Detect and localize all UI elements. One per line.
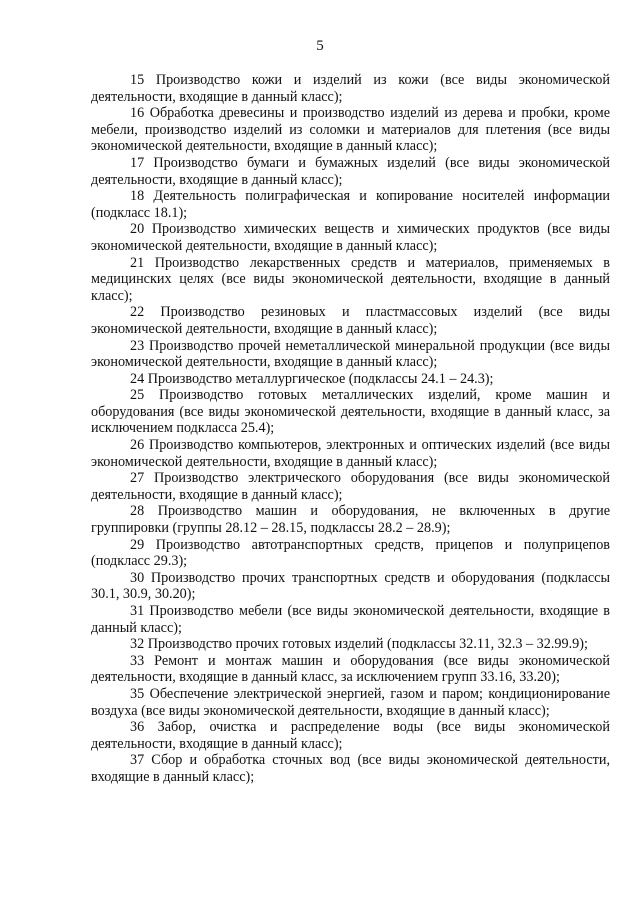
paragraph-okved-36: 36 Забор, очистка и распределение воды (все виды экономической деятельности, входящие в данный класс); [91,719,610,752]
paragraph-okved-28: 28 Производство машин и оборудования, не включенных в другие группировки (группы 28.12 – 28.15, подклассы 28.2 – 28.9); [91,503,610,537]
paragraph-okved-23: 23 Производство прочей неметаллической минеральной продукции (все виды экономической деятельности, входящие в данный класс); [91,337,610,371]
paragraph-okved-27: 27 Производство электрического оборудования (все виды экономической деятельности, входящие в данный класс); [91,470,610,503]
paragraph-okved-22: 22 Производство резиновых и пластмассовых изделий (все виды экономической деятельности, входящие в данный класс); [91,304,610,337]
paragraph-okved-35: 35 Обеспечение электрической энергией, газом и паром; кондиционирование воздуха (все виды экономической деятельности, входящие в данный класс); [91,685,610,719]
paragraph-okved-18: 18 Деятельность полиграфическая и копирование носителей информации (подкласс 18.1); [91,188,610,221]
paragraph-okved-20: 20 Производство химических веществ и химических продуктов (все виды экономической деятельности, входящие в данный класс); [91,221,610,254]
paragraph-okved-25: 25 Производство готовых металлических изделий, кроме машин и оборудования (все виды экономической деятельности, входящие в данный класс, за исключением подкласса 25.4); [91,387,610,437]
paragraph-okved-26: 26 Производство компьютеров, электронных и оптических изделий (все виды экономической деятельности, входящие в данный класс); [91,437,610,470]
paragraph-okved-24: 24 Производство металлургическое (подклассы 24.1 – 24.3); [130,370,494,387]
paragraph-okved-30: 30 Производство прочих транспортных средств и оборудования (подклассы 30.1, 30.9, 30.20); [91,569,610,603]
paragraph-okved-16: 16 Обработка древесины и производство изделий из дерева и пробки, кроме мебели, производство изделий из соломки и материалов для плетения (все виды экономической деятельности, входящие в данный класс); [91,105,610,155]
paragraph-okved-37: 37 Сбор и обработка сточных вод (все виды экономической деятельности, входящие в данный класс); [91,752,610,785]
paragraph-okved-31: 31 Производство мебели (все виды экономической деятельности, входящие в данный класс); [91,603,610,636]
paragraph-okved-15: 15 Производство кожи и изделий из кожи (все виды экономической деятельности, входящие в данный класс); [91,72,610,105]
paragraph-okved-32: 32 Производство прочих готовых изделий (подклассы 32.11, 32.3 – 32.99.9); [130,636,588,653]
paragraph-okved-17: 17 Производство бумаги и бумажных изделий (все виды экономической деятельности, входящие в данный класс); [91,154,610,188]
paragraph-okved-29: 29 Производство автотранспортных средств, прицепов и полуприцепов (подкласс 29.3); [91,536,610,570]
document-body [91,72,610,786]
page-number: 5 [316,38,324,54]
paragraph-okved-33: 33 Ремонт и монтаж машин и оборудования (все виды экономической деятельности, входящие в данный класс, за исключением групп 33.16, 33.20); [91,652,610,686]
paragraph-okved-21: 21 Производство лекарственных средств и материалов, применяемых в медицинских целях (все виды экономической деятельности, входящие в данный класс); [91,254,610,304]
